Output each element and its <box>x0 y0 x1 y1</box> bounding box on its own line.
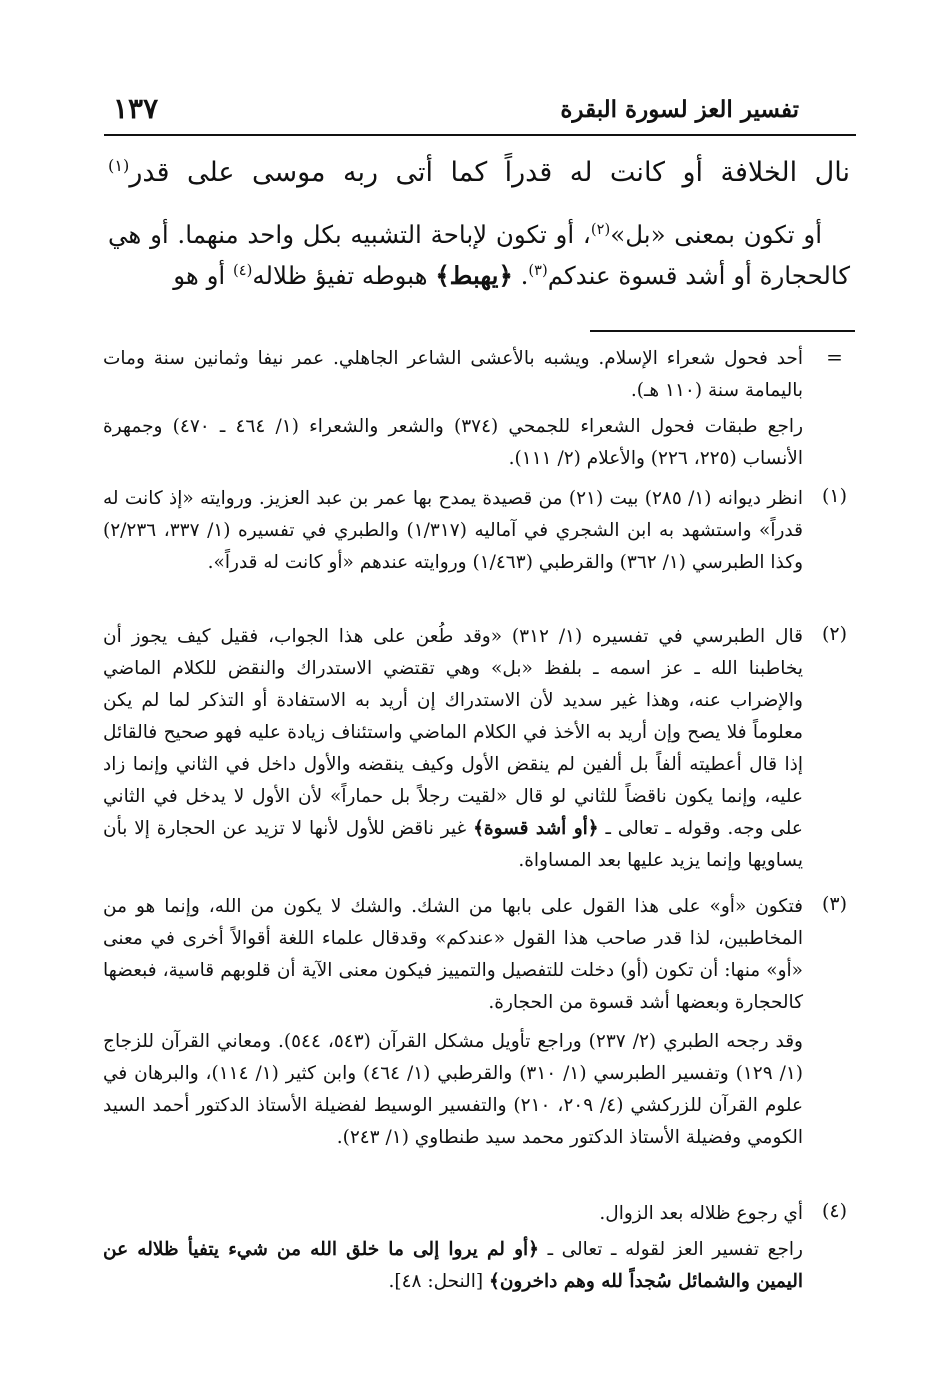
quran-citation: ﴿أو أشد قسوة﴾ <box>473 818 599 839</box>
footnote-number-1: (١) <box>821 485 848 507</box>
footnote-number-3: (٣) <box>821 893 848 915</box>
body-paragraph: أو تكون بمعنى «بل»$^{(٢)}$، أو تكون لإباحة التشبيه بكل واحد منهما. أو هي كالحجارة أو أشد قسوة عندكم$^{(٣)}$. ﴿يهبط﴾ هبوطه تفيؤ ظلاله$^{(٤)}$ أو هو <box>108 220 850 290</box>
footnote-4: أي رجوع ظلاله بعد الزوال. <box>599 1203 803 1224</box>
footnote-3: فتكون «أو» على هذا القول على بابها من الشك. والشك لا يكون من الله، وإنما هو من المخاطبين، لذا قدر صاحب هذا القول «عندكم» وقدقال علماء اللغة أقوالاً أخرى في معنى «أو» منها: أن تكون (أو) دخلت للتفصيل والتمييز فيكون معنى الآية أن قلوبهم قاسية، فبعضها كالحجارة وبعضها أشد قسوة من الحجارة. <box>103 896 803 1013</box>
footnote-1: انظر ديوانه (١/ ٢٨٥) بيت (٢١) من قصيدة يمدح بها عمر بن عبد العزيز. وروايته «إذ كانت له قدراً» واستشهد به ابن الشجري في آماليه (١/٣١٧) والطبري في تفسيره (١/ ٣٣٧، ٢/٢٣٦) وكذا الطبرسي (١/ ٣٦٢) والقرطبي (١/٤٦٣) وروايته عندهم «أو كانت له قدراً». <box>103 488 803 573</box>
footnote-number-4: (٤) <box>821 1200 848 1222</box>
footnote-number-2: (٢) <box>821 623 848 645</box>
footnote-4-reference: راجع تفسير العز لقوله ـ تعالى ـ ﴿أو لم يروا إلى ما خلق الله من شيء يتفيأ ظلاله عن اليمين والشمائل سُجداً لله وهم داخرون﴾ [النحل: ٤٨]. <box>103 1239 803 1292</box>
header-rule <box>104 134 856 136</box>
footnote-ref-2: (٢) <box>590 220 611 238</box>
quran-citation: ﴿يهبط﴾ <box>435 261 513 290</box>
verse-text: نال الخلافة أو كانت له قدراً كما أتى ربه موسى على قدر <box>129 157 850 188</box>
footnote-2: قال الطبرسي في تفسيره (١/ ٣١٢) «وقد طُعن على هذا الجواب، فقيل كيف يجوز أن يخاطبنا الله ـ عز اسمه ـ بلفظ «بل» وهي تقتضي الاستدراك والنقض للكلام الماضي والإضراب عنه، وهذا غير سديد لأن الاستدراك إن أريد به الاستفادة أو التذكر لما لم يكن معلوماً فلا يصح وإن أريد به الأخذ في الكلام الماضي واستئناف زيادة عليه فهو صحيح فالقائل إذا قال أعطيته ألفاً بل ألفين لم ينقض الأول وكيف ينقضه والأول داخل في الثاني وإنما زاد عليه، وإنما يكون ناقضاً للثاني لو قال «لقيت رجلاً بل حماراً» لأن الأول لا يدخل في الثاني على وجه. وقوله ـ تعالى ـ ﴿أو أشد قسوة﴾ غير ناقض للأول لأنها لا تزيد عن الحجارة إلا بأن يساويها وإنما يزيد عليها بعد المساواة. <box>103 626 803 871</box>
continuation-marker: = <box>826 345 843 369</box>
footnote-ref-3: (٣) <box>528 261 548 279</box>
poetry-verse <box>108 152 850 194</box>
page-number: ١٣٧ <box>113 92 159 125</box>
quran-citation: ﴿أو لم يروا إلى ما خلق الله من شيء يتفيأ ظلاله عن اليمين والشمائل سُجداً لله وهم داخرون﴾ <box>103 1239 803 1292</box>
footnote-continued-text: أحد فحول شعراء الإسلام. ويشبه بالأعشى الشاعر الجاهلي. عمر نيفا وثمانين سنة ومات باليمامة سنة (١١٠ هـ). <box>103 348 803 401</box>
running-header-title: تفسير العز لسورة البقرة <box>560 96 799 123</box>
footnote-ref-4: (٤) <box>233 261 253 279</box>
footnote-ref-1: (١) <box>108 156 130 175</box>
footnote-continued-references: راجع طبقات فحول الشعراء للجمحي (٣٧٤) والشعر والشعراء (١/ ٤٦٤ ـ ٤٧٠) وجمهرة الأنساب (٢٢٥، ٢٢٦) والأعلام (٢/ ١١١). <box>103 416 804 469</box>
footnote-separator <box>590 330 855 332</box>
footnote-3-references: وقد رجحه الطبري (٢/ ٢٣٧) وراجع تأويل مشكل القرآن (٥٤٣، ٥٤٤). ومعاني القرآن للزجاج (١/ ١٢٩) وتفسير الطبرسي (١/ ٣١٠) والقرطبي (١/ ٤٦٤) وابن كثير (١/ ١١٤)، والبرهان في علوم القرآن للزركشي (٤/ ٢٠٩، ٢١٠) والتفسير الوسيط لفضيلة الأستاذ الدكتور أحمد السيد الكومي وفضيلة الأستاذ الدكتور محمد سيد طنطاوي (١/ ٢٤٣). <box>103 1031 803 1148</box>
